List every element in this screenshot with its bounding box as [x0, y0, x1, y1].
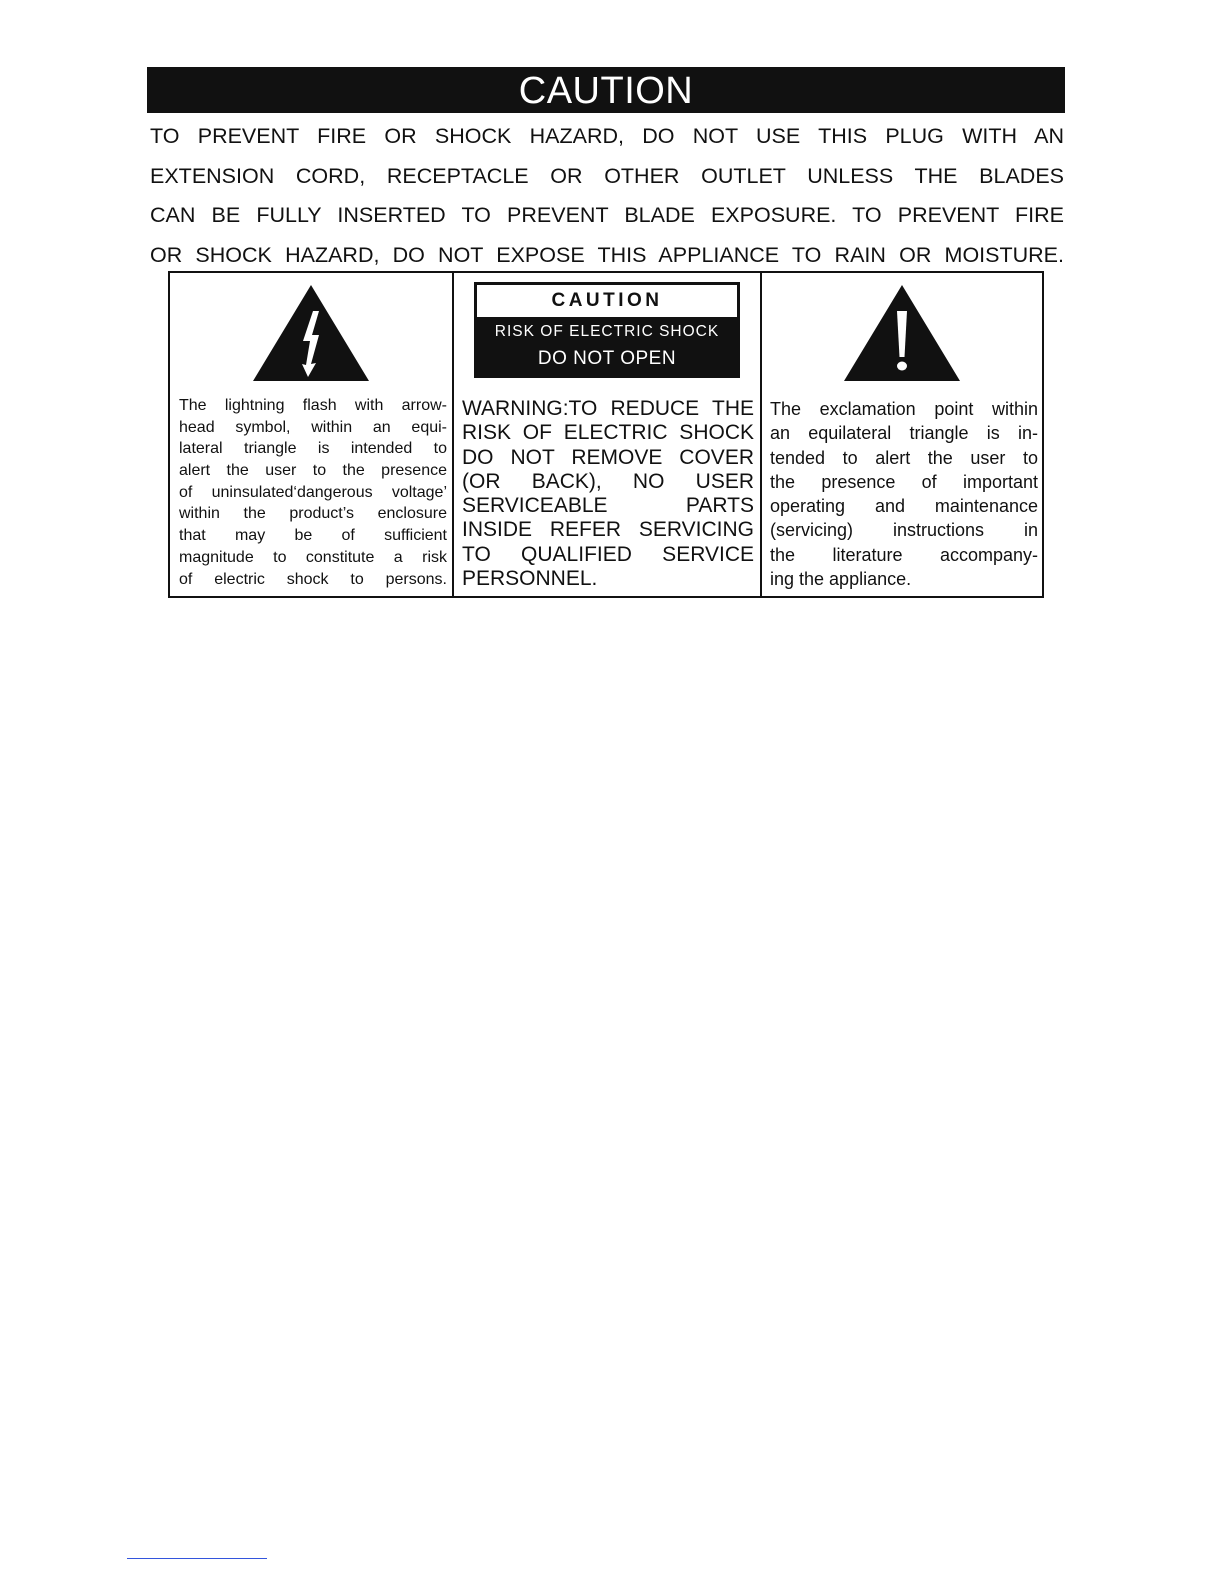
description-line: The exclamation point within: [770, 399, 1038, 419]
warning-line: INSIDE REFER SERVICING: [462, 518, 754, 542]
caution-banner: [147, 67, 1065, 113]
description-line: (servicing) instructions in: [770, 520, 1038, 541]
intro-line: TO PREVENT FIRE OR SHOCK HAZARD, DO NOT USE THIS PLUG WITH AN: [150, 124, 1064, 148]
caution-label: [474, 282, 740, 378]
safety-symbols-panel: [168, 271, 1044, 598]
exclamation-triangle-svg: [844, 285, 960, 381]
warning-line: (OR BACK), NO USER: [462, 469, 754, 493]
warning-line: PERSONNEL.: [462, 567, 598, 591]
intro-line: CAN BE FULLY INSERTED TO PREVENT BLADE EXPOSURE. TO PREVENT FIRE: [150, 203, 1064, 227]
description-line: The lightning flash with arrow-: [179, 397, 447, 414]
intro-line: OR SHOCK HAZARD, DO NOT EXPOSE THIS APPLIANCE TO RAIN OR MOISTURE.: [150, 242, 1064, 267]
description-line: of uninsulated‘dangerous voltage’: [179, 483, 447, 501]
intro-line: EXTENSION CORD, RECEPTACLE OR OTHER OUTLET UNLESS THE BLADES: [150, 163, 1064, 188]
description-line: head symbol, within an equi-: [179, 418, 447, 436]
warning-line: TO QUALIFIED SERVICE: [462, 542, 754, 566]
footer-rule: [127, 1558, 267, 1559]
description-line: alert the user to the presence: [179, 462, 447, 480]
exclamation-column: [762, 273, 1042, 596]
lightning-triangle-svg: [253, 285, 369, 381]
description-line: of electric shock to persons.: [179, 570, 447, 588]
description-line: the literature accompany-: [770, 544, 1038, 565]
warning-line: SERVICEABLE PARTS: [462, 494, 754, 518]
warning-line: RISK OF ELECTRIC SHOCK: [462, 421, 754, 445]
description-line: lateral triangle is intended to: [179, 440, 447, 458]
warning-line: WARNING:TO REDUCE THE: [462, 397, 754, 420]
description-line: ing the appliance.: [770, 569, 912, 590]
caution-label-subtitle: RISK OF ELECTRIC SHOCK: [494, 323, 720, 340]
lightning-triangle-icon: [253, 285, 369, 386]
description-line: tended to alert the user to: [770, 447, 1038, 468]
caution-banner-title: CAUTION: [518, 70, 694, 112]
caution-label-subtitle-2: DO NOT OPEN: [537, 348, 677, 369]
lightning-description: [179, 395, 447, 590]
description-line: an equilateral triangle is in-: [770, 423, 1038, 444]
description-line: magnitude to constitute a risk: [179, 548, 447, 566]
caution-label-title: CAUTION: [551, 290, 663, 311]
description-line: operating and maintenance: [770, 496, 1038, 517]
exclamation-triangle-icon: [844, 285, 960, 386]
caution-label-dark-band: [477, 317, 737, 375]
intro-warning-paragraph: [150, 117, 1064, 275]
warning-line: DO NOT REMOVE COVER: [462, 445, 754, 469]
description-line: the presence of important: [770, 471, 1038, 492]
lightning-column: [170, 273, 452, 596]
description-line: within the product’s enclosure: [179, 505, 447, 523]
warning-column: [452, 273, 762, 596]
exclamation-description: [770, 397, 1038, 591]
description-line: that may be of sufficient: [179, 527, 447, 545]
warning-text: [462, 397, 754, 591]
